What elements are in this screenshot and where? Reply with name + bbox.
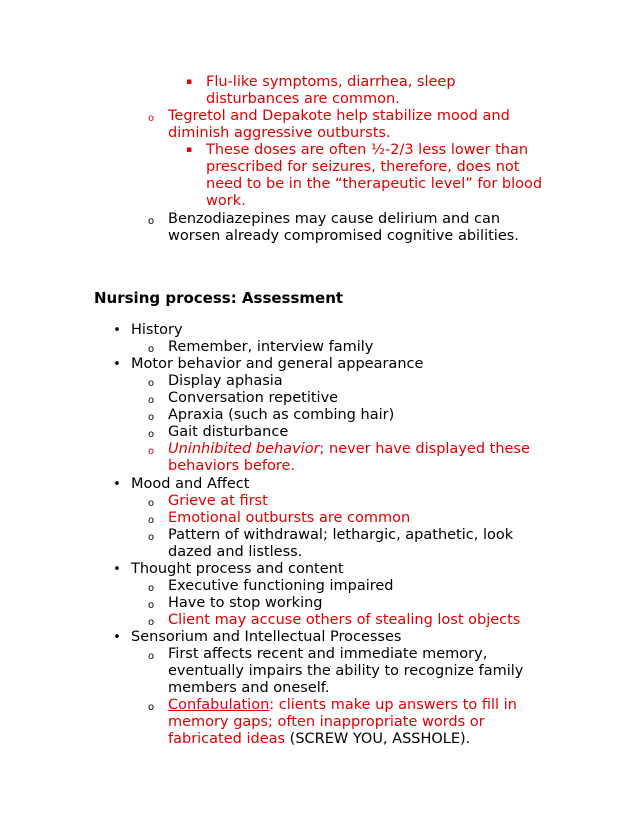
list-item bbox=[148, 211, 528, 245]
list-item-text: Apraxia (such as combing hair) bbox=[168, 407, 395, 423]
list-item-text: Have to stop working bbox=[168, 595, 323, 611]
list-item bbox=[112, 629, 532, 646]
list-item-text: Gait disturbance bbox=[168, 424, 289, 440]
list-item bbox=[148, 424, 528, 441]
circle-bullet-icon: o bbox=[147, 600, 155, 611]
list-item bbox=[148, 108, 528, 142]
emphasized-term: Confabulation bbox=[168, 697, 270, 713]
section-heading: Nursing process: Assessment bbox=[94, 289, 344, 307]
circle-bullet-icon: o bbox=[147, 532, 155, 543]
term-remark: (SCREW YOU, ASSHOLE). bbox=[285, 731, 471, 747]
circle-bullet-icon: o bbox=[147, 583, 155, 594]
list-item bbox=[185, 142, 543, 210]
list-item bbox=[185, 74, 488, 108]
list-item-text: First affects recent and immediate memory, eventually impairs the ability to recognize family members and oneself. bbox=[168, 646, 524, 696]
list-item-text: Mood and Affect bbox=[131, 476, 250, 492]
list-item bbox=[148, 390, 528, 407]
term-description: ; never have displayed these behaviors before. bbox=[168, 441, 530, 474]
list-item-text: Conversation repetitive bbox=[168, 390, 339, 406]
list-item bbox=[148, 697, 533, 748]
list-item-text: These doses are often ½-2/3 less lower than prescribed for seizures, therefore, does not need to be in the “therapeutic level” for blood work. bbox=[206, 142, 543, 209]
list-item bbox=[148, 339, 528, 356]
list-item-text: Pattern of withdrawal; lethargic, apathetic, look dazed and listless. bbox=[168, 527, 514, 560]
circle-bullet-icon: o bbox=[147, 446, 155, 457]
list-item bbox=[148, 441, 548, 475]
list-item bbox=[148, 595, 528, 612]
list-item-text: Executive functioning impaired bbox=[168, 578, 394, 594]
list-item bbox=[112, 322, 532, 339]
list-item bbox=[148, 510, 528, 527]
term-description: : clients make up answers to fill in memory gaps; often inappropriate words or fabricated ideas bbox=[168, 697, 517, 747]
circle-bullet-icon: o bbox=[147, 702, 155, 713]
circle-bullet-icon: o bbox=[147, 395, 155, 406]
list-item-text: Tegretol and Depakote help stabilize mood and diminish aggressive outbursts. bbox=[168, 108, 510, 141]
list-item-text: Remember, interview family bbox=[168, 339, 374, 355]
list-item-text bbox=[168, 697, 533, 748]
circle-bullet-icon: o bbox=[147, 498, 155, 509]
square-bullet-icon: ▪ bbox=[185, 77, 193, 87]
circle-bullet-icon: o bbox=[147, 113, 155, 124]
square-bullet-icon: ▪ bbox=[185, 145, 193, 155]
list-item-text: Benzodiazepines may cause delirium and can worsen already compromised cognitive abilities. bbox=[168, 211, 519, 244]
list-item bbox=[112, 476, 532, 493]
circle-bullet-icon: o bbox=[147, 651, 155, 662]
list-item bbox=[148, 407, 528, 424]
dot-bullet-icon: • bbox=[113, 562, 121, 577]
circle-bullet-icon: o bbox=[147, 378, 155, 389]
dot-bullet-icon: • bbox=[113, 357, 121, 372]
list-item-text: Motor behavior and general appearance bbox=[131, 356, 424, 372]
list-item-text: Display aphasia bbox=[168, 373, 283, 389]
list-item bbox=[148, 493, 528, 510]
list-item bbox=[148, 373, 528, 390]
list-item bbox=[148, 646, 533, 697]
circle-bullet-icon: o bbox=[147, 344, 155, 355]
list-item bbox=[148, 527, 538, 561]
circle-bullet-icon: o bbox=[147, 429, 155, 440]
list-item-text: Flu-like symptoms, diarrhea, sleep disturbances are common. bbox=[206, 74, 456, 107]
circle-bullet-icon: o bbox=[147, 515, 155, 526]
list-item bbox=[112, 356, 532, 373]
list-item bbox=[148, 612, 558, 629]
list-item bbox=[148, 578, 528, 595]
circle-bullet-icon: o bbox=[147, 412, 155, 423]
list-item-text: Thought process and content bbox=[131, 561, 344, 577]
circle-bullet-icon: o bbox=[147, 617, 155, 628]
dot-bullet-icon: • bbox=[113, 477, 121, 492]
circle-bullet-icon: o bbox=[147, 216, 155, 227]
list-item-text bbox=[168, 441, 548, 475]
dot-bullet-icon: • bbox=[113, 630, 121, 645]
list-item-text: Sensorium and Intellectual Processes bbox=[131, 629, 402, 645]
list-item-text: Grieve at first bbox=[168, 493, 268, 509]
emphasized-term: Uninhibited behavior bbox=[168, 441, 320, 457]
list-item-text: Emotional outbursts are common bbox=[168, 510, 411, 526]
list-item-text: Client may accuse others of stealing lost objects bbox=[168, 612, 521, 628]
list-item bbox=[112, 561, 532, 578]
dot-bullet-icon: • bbox=[113, 323, 121, 338]
list-item-text: History bbox=[131, 322, 183, 338]
